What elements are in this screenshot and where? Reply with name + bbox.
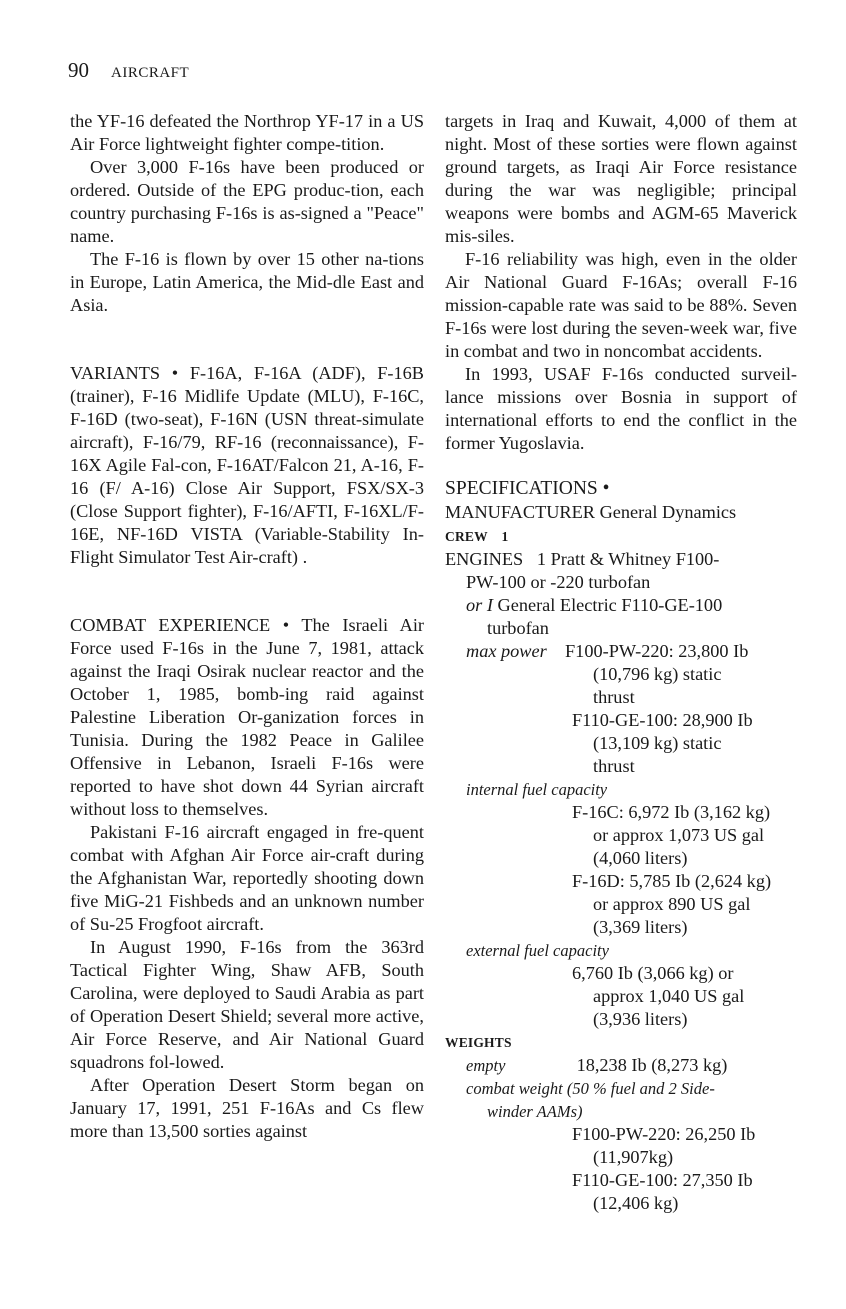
combat-weight-pw220: F100-PW-220: 26,250 Ib — [572, 1124, 756, 1144]
paragraph-yf16: the YF-16 defeated the Northrop YF-17 in a US Air Force lightweight fighter compe-tition. — [70, 111, 424, 154]
engines-value-cont: PW-100 or -220 turbofan — [466, 572, 651, 592]
max-power-ge100-kg: (13,109 kg) static — [593, 733, 722, 753]
internal-fuel-f16d: F-16D: 5,785 Ib (2,624 kg) — [572, 871, 772, 891]
internal-fuel-f16c: F-16C: 6,972 Ib (3,162 kg) — [572, 802, 771, 822]
internal-fuel-f16d-gal: or approx 890 US gal — [593, 894, 751, 914]
manufacturer-value: General Dynamics — [599, 502, 737, 522]
external-fuel-liters: (3,936 liters) — [593, 1009, 688, 1029]
internal-fuel-f16c-liters: (4,060 liters) — [593, 848, 688, 868]
max-power-label: max power — [466, 641, 547, 661]
internal-fuel-f16d-liters: (3,369 liters) — [593, 917, 688, 937]
page-number: 90 — [68, 58, 89, 82]
crew-label: CREW — [445, 529, 488, 544]
specifications-title: SPECIFICATIONS • — [445, 478, 610, 499]
spec-empty-weight — [445, 1054, 797, 1077]
external-fuel-gal: approx 1,040 US gal — [593, 986, 745, 1006]
spec-max-power — [445, 640, 797, 663]
paragraph-bosnia: In 1993, USAF F-16s conducted surveil-lance missions over Bosnia in support of international efforts to end the conflict in the former Yugoslavia. — [445, 364, 797, 453]
paragraph-nations: The F-16 is flown by over 15 other na-tions in Europe, Latin America, the Mid-dle East and Asia. — [70, 249, 424, 315]
section-combat-experience: COMBAT EXPERIENCE • The Israeli Air Force used F-16s in the June 7, 1981, attack against the Iraqi Osirak nuclear reactor and the October 1, 1985, bomb-ing raid against Palestine Liberation Or-ganization forces in Tunisia. During the 1982 Peace in Galilee Offensive in Lebanon, Israeli F-16s were reported to have shot down 44 Syrian aircraft without loss to themselves. — [70, 615, 424, 819]
external-fuel-lb: 6,760 Ib (3,066 kg) or — [572, 963, 734, 983]
manufacturer-label: MANUFACTURER — [445, 502, 595, 522]
specifications — [445, 477, 797, 1215]
max-power-ge100: F110-GE-100: 28,900 Ib — [572, 710, 753, 730]
internal-fuel-label: internal fuel capacity — [466, 780, 608, 799]
left-column — [70, 110, 424, 1143]
combat-weight-label-cont: winder AAMs) — [487, 1102, 583, 1121]
spec-crew — [445, 524, 797, 548]
combat-weight-label: combat weight (50 % fuel and 2 Side- — [466, 1079, 715, 1098]
spec-engines — [445, 548, 797, 571]
page-header — [68, 58, 189, 86]
paragraph-desert-storm: After Operation Desert Storm began on January 17, 1991, 251 F-16As and Cs flew more than 13,500 sorties against — [70, 1075, 424, 1141]
max-power-pw220: F100-PW-220: 23,800 Ib — [565, 641, 749, 661]
combat-weight-ge100: F110-GE-100: 27,350 Ib — [572, 1170, 753, 1190]
paragraph-desert-shield: In August 1990, F-16s from the 363rd Tactical Fighter Wing, Shaw AFB, South Carolina, were deployed to Saudi Arabia as part of Operation Desert Shield; several more active, Air Force Reserve, and Air National Guard squadrons fol-lowed. — [70, 937, 424, 1072]
right-column — [445, 110, 797, 1215]
max-power-pw220-kg: (10,796 kg) static — [593, 664, 722, 684]
empty-value: 18,238 Ib (8,273 kg) — [576, 1055, 728, 1075]
internal-fuel-f16c-gal: or approx 1,073 US gal — [593, 825, 765, 845]
paragraph-production: Over 3,000 F-16s have been produced or ordered. Outside of the EPG produc-tion, each country purchasing F-16s is as-signed a "Peace" name. — [70, 157, 424, 246]
engines-value: 1 Pratt & Whitney F100- — [536, 549, 720, 569]
external-fuel-label: external fuel capacity — [466, 941, 609, 960]
paragraph-targets: targets in Iraq and Kuwait, 4,000 of them at night. Most of these sorties were flown against ground targets, as Iraqi Air Force resistance during the war was negligible; principal weapons were bombs and AGM-65 Maverick mis-siles. — [445, 111, 797, 246]
engines-alt — [445, 594, 797, 617]
weights-label: WEIGHTS — [445, 1035, 512, 1050]
engines-alt-prefix: or I — [466, 595, 493, 615]
engines-alt-cont: turbofan — [487, 618, 549, 638]
paragraph-pakistani: Pakistani F-16 aircraft engaged in fre-quent combat with Afghan Air Force air-craft during the Afghanistan War, reportedly shooting down five MiG-21 Fishbeds and an unknown number of Su-25 Frogfoot aircraft. — [70, 822, 424, 934]
paragraph-reliability: F-16 reliability was high, even in the older Air National Guard F-16As; overall F-16 mission-capable rate was said to be 88%. Seven F-16s were lost during the seven-week war, five in combat and two in noncombat accidents. — [445, 249, 797, 361]
section-variants: VARIANTS • F-16A, F-16A (ADF), F-16B (trainer), F-16 Midlife Update (MLU), F-16C, F-16D (two-seat), F-16N (USN threat-simulate aircraft), F-16/79, RF-16 (reconnaissance), F-16X Agile Fal-con, F-16AT/Falcon 21, A-16, F-16 (F/ A-16) Close Air Support, FSX/SX-3 (Close Support fighter), F-16/AFTI, F-16XL/F-16E, NF-16D VISTA (Variable-Stability In-Flight Simulator Test Air-craft) . — [70, 363, 424, 567]
empty-label: empty — [466, 1056, 506, 1075]
running-head: AIRCRAFT — [111, 65, 190, 81]
engines-alt-value: General Electric F110-GE-100 — [497, 595, 723, 615]
crew-value: 1 — [501, 529, 509, 544]
max-power-ge100-thrust: thrust — [593, 756, 635, 776]
spec-manufacturer — [445, 501, 797, 524]
combat-weight-pw220-kg: (11,907kg) — [593, 1147, 674, 1167]
combat-weight-ge100-kg: (12,406 kg) — [593, 1193, 679, 1213]
engines-label: ENGINES — [445, 549, 524, 569]
max-power-pw220-thrust: thrust — [593, 687, 635, 707]
